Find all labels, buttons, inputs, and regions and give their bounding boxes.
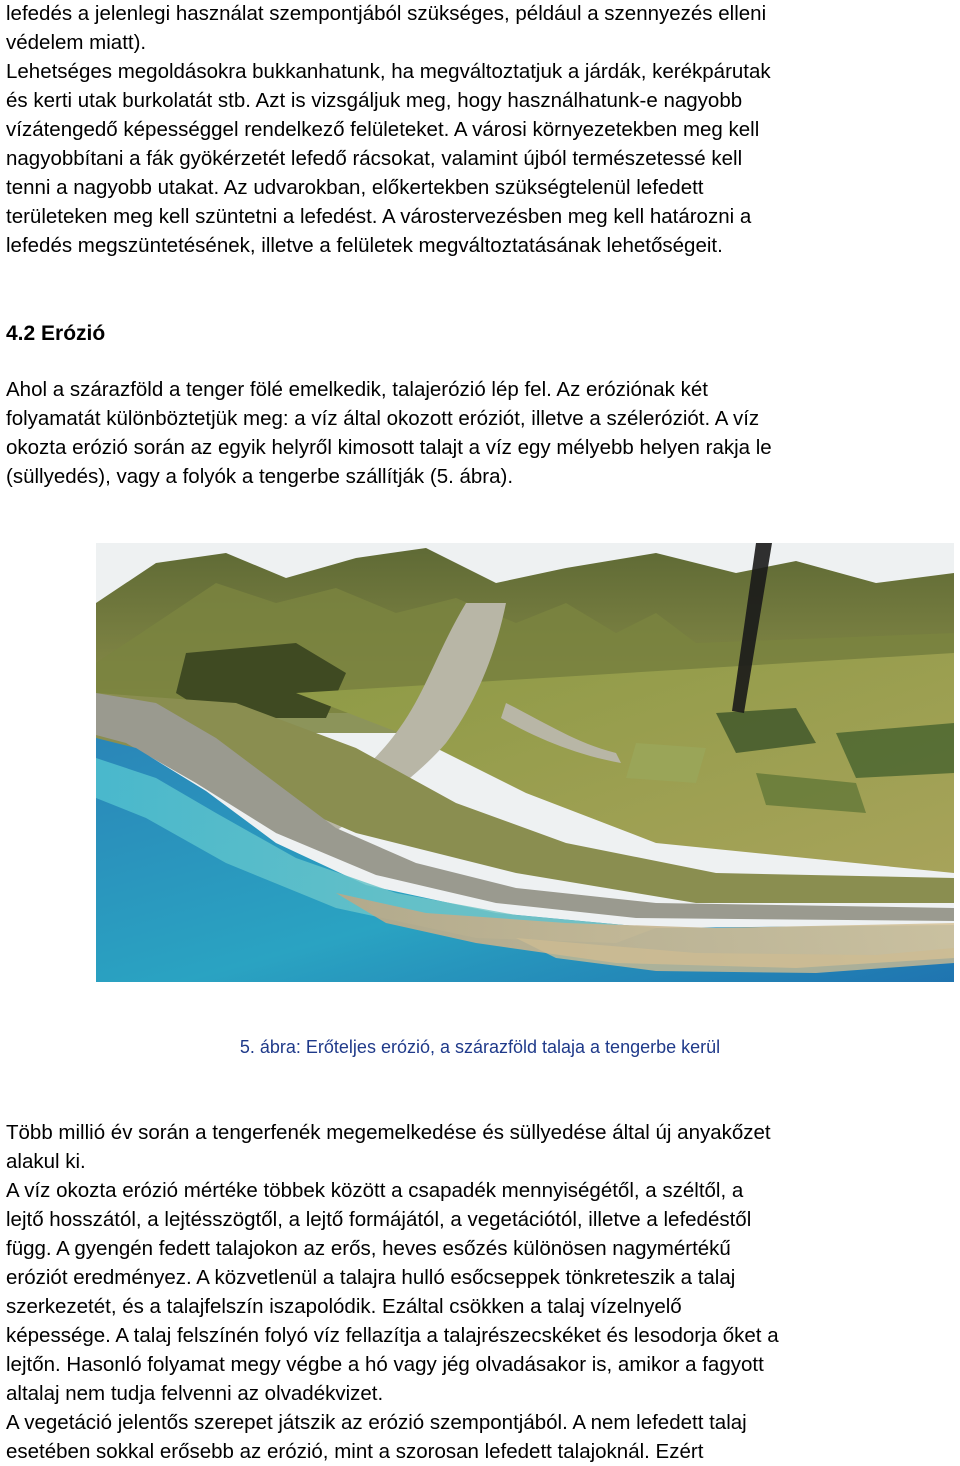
text-line: okozta erózió során az egyik helyről kimosott talajt a víz egy mélyebb helyen rakja le <box>6 436 772 459</box>
aerial-photo-river-delta <box>96 543 954 982</box>
text-line: Lehetséges megoldásokra bukkanhatunk, ha megváltoztatjuk a járdák, kerékpárutak <box>6 60 771 83</box>
text-line: vízátengedő képességgel rendelkező felületeket. A városi környezetekben meg kell <box>6 118 760 141</box>
figure-caption <box>0 1034 960 1060</box>
text-line: lefedés megszüntetésének, illetve a felületek megváltoztatásának lehetőségeit. <box>6 234 723 257</box>
text-line: lejtőn. Hasonló folyamat megy végbe a hó vagy jég olvadásakor is, amikor a fagyott <box>6 1353 764 1376</box>
section-heading: 4.2 Erózió <box>6 322 106 345</box>
text-line: védelem miatt). <box>6 31 147 54</box>
text-line: függ. A gyengén fedett talajokon az erős, heves esőzés különösen nagymértékű <box>6 1237 731 1260</box>
text-line: (süllyedés), vagy a folyók a tengerbe szállítják (5. ábra). <box>6 465 514 488</box>
text-line: nagyobbítani a fák gyökérzetét lefedő rácsokat, valamint újból természetessé kell <box>6 147 743 170</box>
text-line: Több millió év során a tengerfenék megemelkedése és süllyedése által új anyakőzet <box>6 1121 771 1144</box>
closing-paragraph <box>6 1118 956 1466</box>
caption-label: 5. ábra: <box>239 1037 301 1057</box>
text-line: szerkezetét, és a talajfelszín iszapolódik. Ezáltal csökken a talaj vízelnyelő <box>6 1295 682 1318</box>
text-line: esetében sokkal erősebb az erózió, mint a szorosan lefedett talajoknál. Ezért <box>6 1440 704 1463</box>
text-line: A víz okozta erózió mértéke többek között a csapadék mennyiségétől, a széltől, a <box>6 1179 744 1202</box>
text-line: folyamatát különböztetjük meg: a víz által okozott eróziót, illetve a széleróziót. A víz <box>6 407 760 430</box>
text-line: A vegetáció jelentős szerepet játszik az erózió szempontjából. A nem lefedett talaj <box>6 1411 747 1434</box>
text-line: és kerti utak burkolatát stb. Azt is vizsgáljuk meg, hogy használhatunk-e nagyobb <box>6 89 743 112</box>
text-line: Ahol a szárazföld a tenger fölé emelkedik, talajerózió lép fel. Az eróziónak két <box>6 378 708 401</box>
text-line: lejtő hosszától, a lejtésszögtől, a lejtő formájától, a vegetációtól, illetve a lefedéstől <box>6 1208 752 1231</box>
intro-paragraph <box>6 0 956 260</box>
text-line: képessége. A talaj felszínén folyó víz fellazítja a talajrészecskéket és lesodorja őket a <box>6 1324 779 1347</box>
text-line: altalaj nem tudja felvenni az olvadékvizet. <box>6 1382 384 1405</box>
text-line: alakul ki. <box>6 1150 86 1173</box>
text-line: területeken meg kell szüntetni a lefedést. A várostervezésben meg kell határozni a <box>6 205 752 228</box>
erosion-paragraph <box>6 375 956 491</box>
caption-text: Erőteljes erózió, a szárazföld talaja a tengerbe kerül <box>305 1037 721 1057</box>
text-line: eróziót eredményez. A közvetlenül a talajra hulló esőcseppek tönkreteszik a talaj <box>6 1266 736 1289</box>
text-line: lefedés a jelenlegi használat szempontjából szükséges, például a szennyezés elleni <box>6 2 767 25</box>
text-line: tenni a nagyobb utakat. Az udvarokban, előkertekben szükségtelenül lefedett <box>6 176 704 199</box>
